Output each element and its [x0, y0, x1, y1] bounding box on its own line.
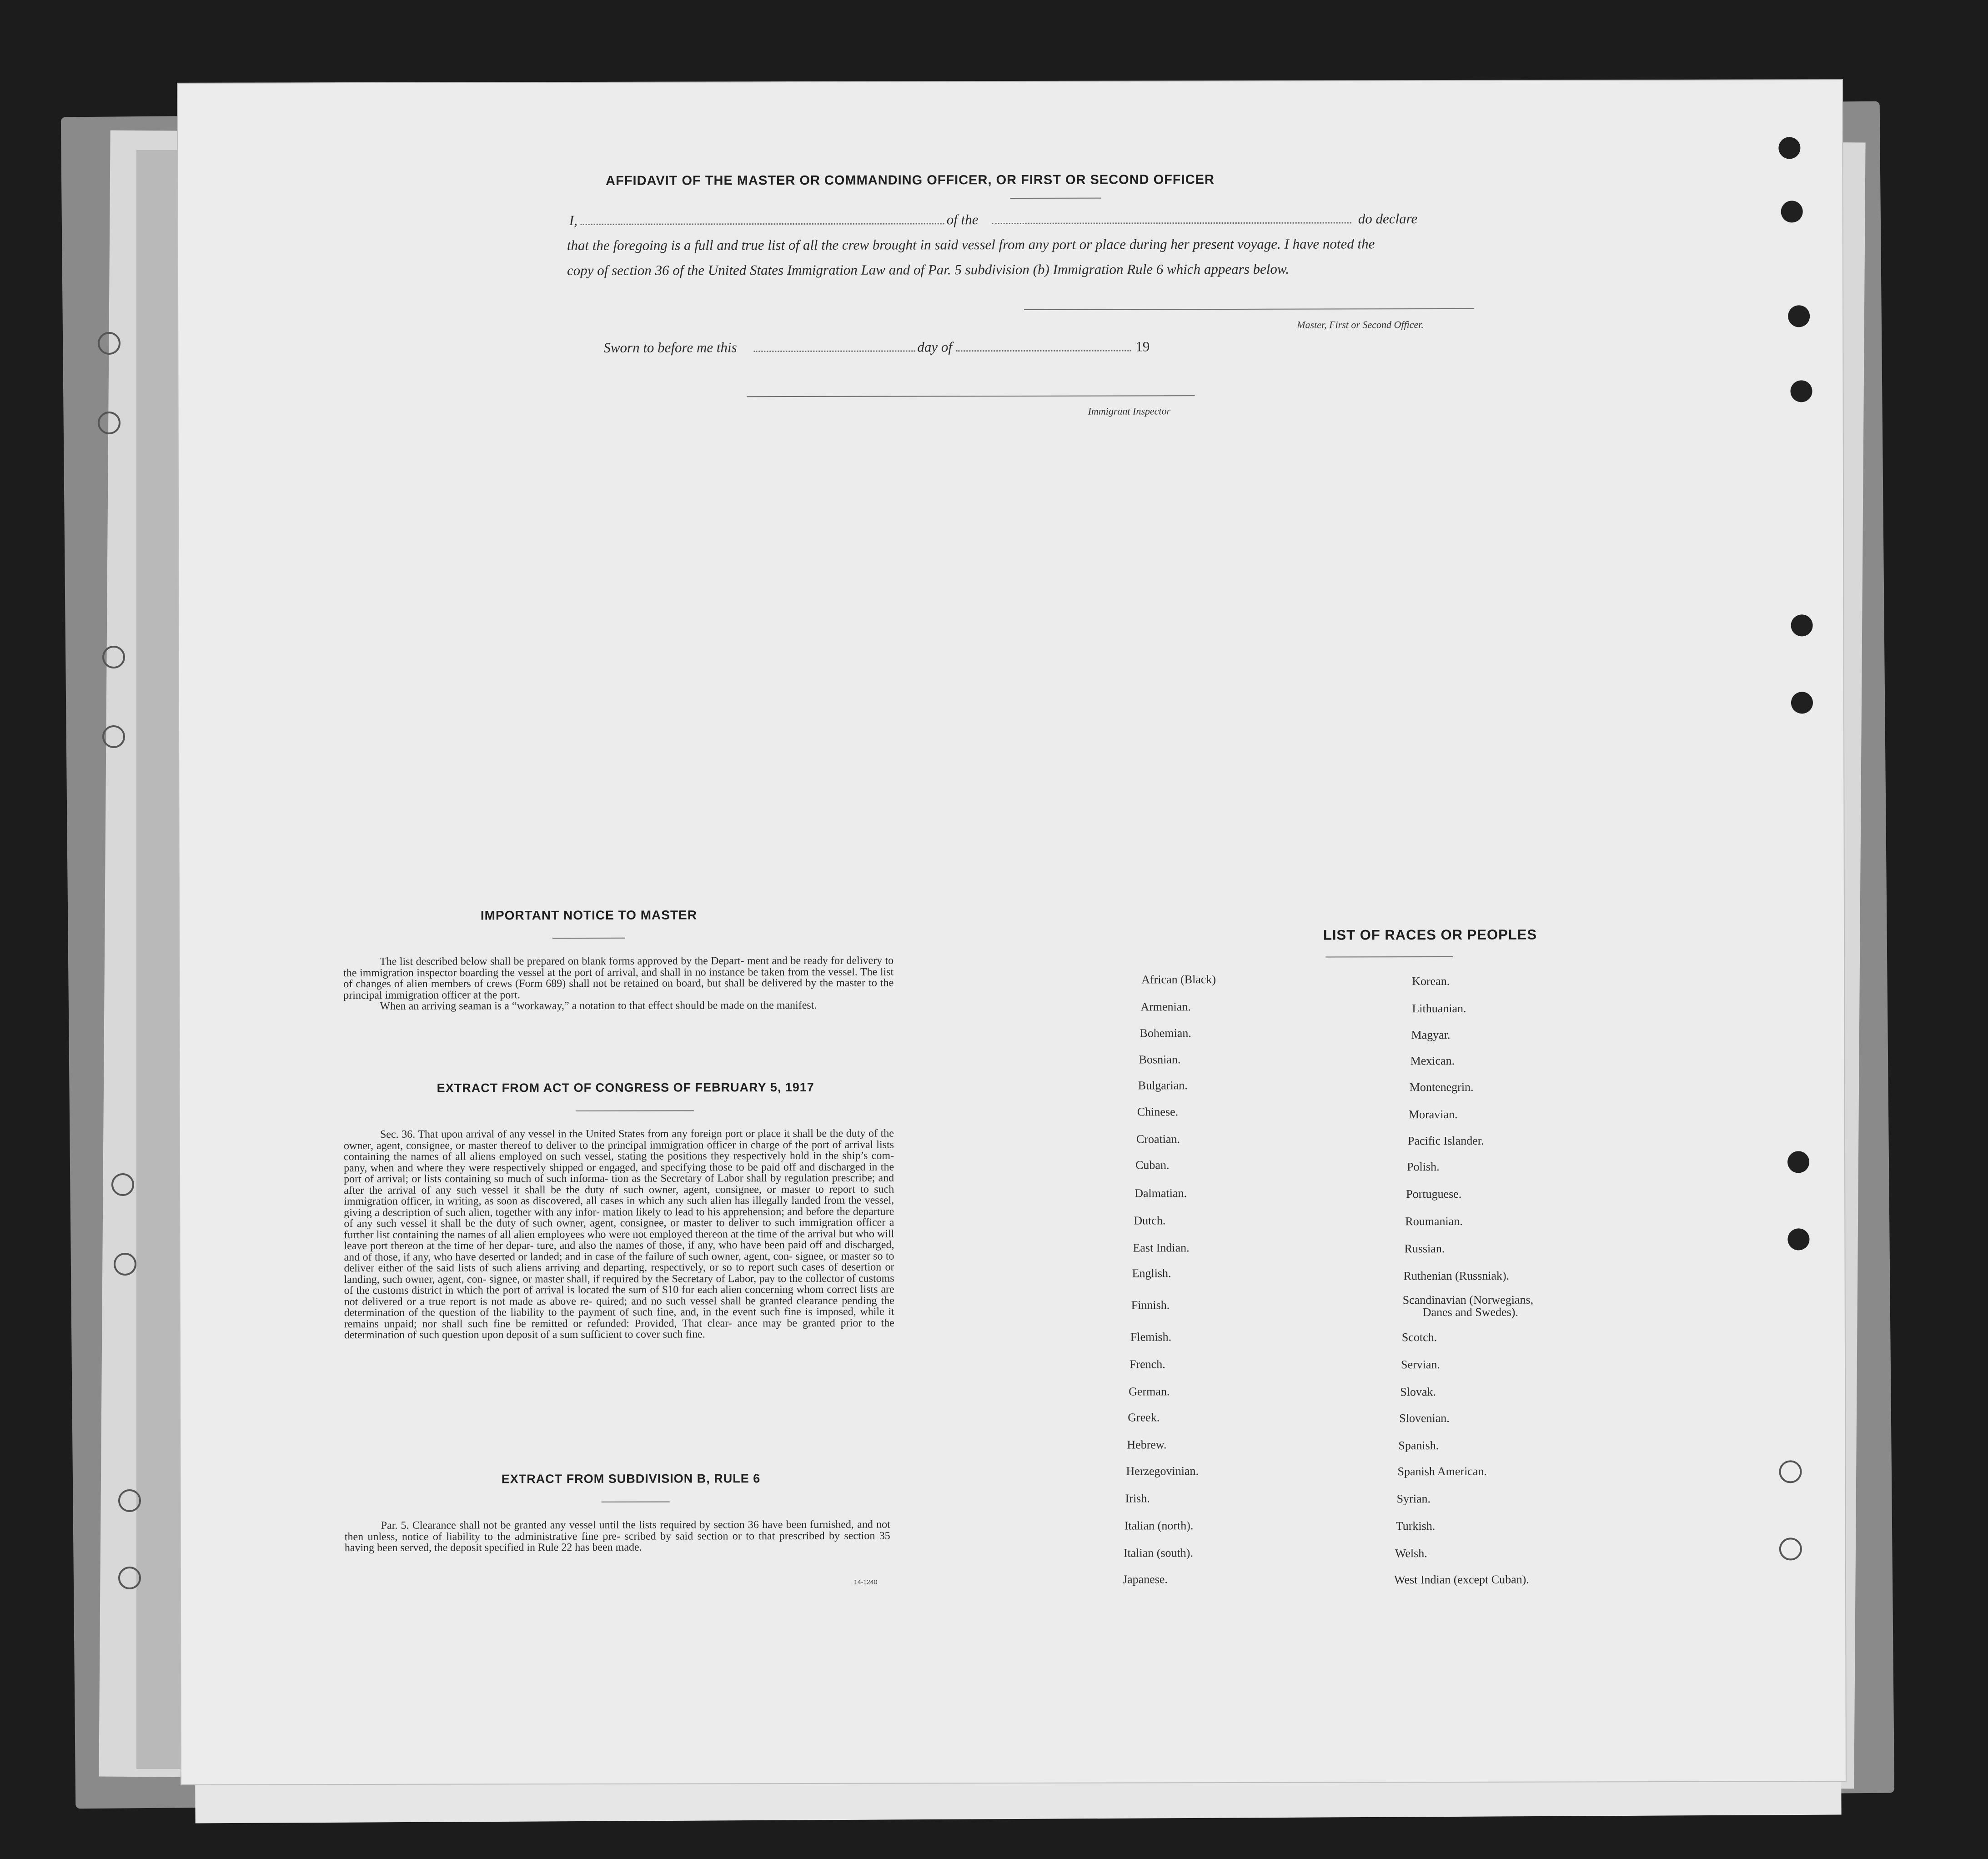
act-line: respectively, or so to report such cases of desertion or landing, such owner, agent, con- — [344, 1261, 894, 1286]
notice-line: ment and be ready for delivery to the immigration inspector boarding the vessel at the — [343, 955, 894, 979]
race-item: Magyar. — [1411, 1028, 1451, 1042]
race-item: Spanish. — [1398, 1439, 1439, 1452]
act-line: such vessel it shall be the duty of such owner, agent, consignee, or master to report to such — [456, 1183, 894, 1196]
race-item: Pacific Islander. — [1407, 1134, 1484, 1148]
race-item: Scotch. — [1401, 1331, 1437, 1344]
act-line: Sec. 36. That upon arrival of any vessel in the United States from any foreign port or — [380, 1128, 755, 1141]
master-signature-line — [1024, 308, 1474, 310]
race-item: African (Black) — [1141, 973, 1216, 986]
act-line: ance may be granted prior to the determination of such question upon deposit of a sum — [344, 1317, 894, 1341]
act-extract-text — [344, 1128, 894, 1341]
act-line: officer a further list containing the names of all alien employees who were not employed — [344, 1216, 894, 1241]
punch-hole-icon — [1779, 1537, 1802, 1560]
punch-hole-icon — [1787, 1228, 1809, 1250]
act-line: ture, and also the names of those, if any, who have been paid off and discharged, and of those, — [344, 1239, 894, 1263]
notice-line: by the master to the principal immigration officer at the port. — [343, 977, 894, 1001]
rule-line: have been furnished, and not then unless, notice of liability to the administrative fine pre- — [344, 1518, 890, 1543]
punch-hole-icon — [1790, 380, 1812, 402]
race-item: Finnish. — [1131, 1298, 1170, 1312]
master-signature-label: Master, First or Second Officer. — [1297, 319, 1424, 331]
race-item: Flemish. — [1130, 1330, 1172, 1344]
act-line: sufficient to cover such fine. — [581, 1328, 705, 1341]
punch-hole-icon — [1791, 692, 1813, 713]
race-item: Bosnian. — [1139, 1053, 1181, 1066]
race-item: East Indian. — [1133, 1241, 1190, 1255]
race-item: Roumanian. — [1405, 1214, 1463, 1228]
of-the-label: of the — [946, 211, 979, 228]
affidavit-title: AFFIDAVIT OF THE MASTER OR COMMANDING OFFICER, OR FIRST OR SECOND OFFICER — [606, 172, 1215, 188]
rule-line: Par. 5. Clearance shall not be granted any vessel until the lists required by section 36 — [381, 1519, 759, 1532]
punch-hole-icon — [102, 646, 125, 668]
act-line: signee, or master so to deliver either of the said lists of such aliens arriving and departing, — [344, 1250, 894, 1275]
race-item: Ruthenian (Russniak). — [1403, 1269, 1510, 1283]
race-item: Greek. — [1128, 1411, 1160, 1424]
punch-hole-icon — [1788, 305, 1810, 327]
race-item: Spanish American. — [1397, 1464, 1487, 1478]
act-line: quired; and no such vessel shall be granted clearance pending the determination of the — [344, 1295, 894, 1319]
race-item: Bulgarian. — [1138, 1079, 1188, 1092]
punch-hole-icon — [1778, 137, 1800, 159]
affidavit-line-3: copy of section 36 of the United States Immigration Law and of Par. 5 subdivision (b) Immigration Rule 6 which appears below. — [567, 261, 1290, 279]
notice-title: IMPORTANT NOTICE TO MASTER — [480, 908, 697, 923]
races-divider — [1325, 956, 1453, 958]
act-line: concerning whom correct lists are not delivered or a true report is not made as above re- — [344, 1283, 894, 1308]
punch-hole-icon — [98, 332, 120, 355]
race-item: Danes and Swedes). — [1422, 1305, 1518, 1319]
race-item: Scandinavian (Norwegians, — [1402, 1293, 1534, 1307]
do-declare-label: do declare — [1358, 211, 1418, 227]
notice-text — [343, 955, 894, 1012]
act-line: mation likely to lead to his apprehension; and before the departure of any such vessel it — [344, 1206, 894, 1230]
sworn-month-blank — [956, 350, 1131, 352]
punch-hole-icon — [1781, 201, 1803, 222]
race-item: Japanese. — [1122, 1573, 1168, 1586]
punch-hole-icon — [114, 1253, 136, 1276]
name-blank — [581, 223, 944, 225]
vessel-blank — [992, 222, 1351, 224]
punch-hole-icon — [1779, 1460, 1802, 1483]
races-title: LIST OF RACES OR PEOPLES — [1323, 926, 1537, 943]
rule-extract-text — [345, 1519, 890, 1554]
race-item: Dutch. — [1134, 1214, 1166, 1227]
race-item: Italian (north). — [1124, 1519, 1194, 1532]
race-item: Slovenian. — [1399, 1411, 1450, 1425]
race-item: Chinese. — [1137, 1105, 1179, 1119]
notice-line: port of arrival, and shall in no instance be taken from the vessel. The list of changes of — [343, 966, 894, 990]
race-item: Cuban. — [1135, 1158, 1170, 1172]
race-item: Montenegrin. — [1409, 1080, 1474, 1094]
race-item: Slovak. — [1400, 1385, 1436, 1399]
race-item: Armenian. — [1140, 1000, 1191, 1014]
sworn-label: Sworn to before me this — [603, 339, 737, 356]
race-item: Bohemian. — [1140, 1026, 1191, 1040]
act-line: pany, when and where they were respectively shipped or engaged, and specifying those to be — [344, 1161, 758, 1174]
act-extract-title: EXTRACT FROM ACT OF CONGRESS OF FEBRUARY 5, 1917 — [437, 1080, 814, 1095]
inspector-signature-line — [747, 395, 1195, 397]
notice-line: alien members of crews (Form 689) shall not be retained on board, but shall be delivered — [406, 977, 803, 990]
race-item: Syrian. — [1396, 1492, 1431, 1506]
notice-para-1 — [343, 955, 894, 1001]
act-line: illegally landed from the vessel, giving a description of such alien, together with any infor- — [344, 1194, 894, 1219]
rule-line: specified in Rule 22 has been made. — [484, 1541, 642, 1554]
punch-hole-icon — [1791, 614, 1813, 636]
act-line: signee, or master shall, if required by the Secretary of Labor, pay to the collector of customs — [489, 1272, 894, 1285]
race-item: Lithuanian. — [1412, 1001, 1466, 1015]
rule-line: scribed by said section or to that prescribed by section 35 having been served, the deposit — [344, 1530, 890, 1554]
race-item: Turkish. — [1396, 1519, 1436, 1533]
race-item: Moravian. — [1408, 1107, 1458, 1121]
act-line: aliens employed on such vessel, stating the positions they respectively hold in the ship’s com- — [470, 1150, 894, 1163]
i-label: I, — [569, 212, 577, 229]
race-item: Irish. — [1125, 1492, 1150, 1505]
act-line: question of the liability to the payment of such fine, and, in the event such fine is imposed, — [439, 1306, 856, 1319]
day-of-label: day of — [917, 339, 952, 355]
punch-hole-icon — [102, 725, 125, 748]
race-item: Italian (south). — [1123, 1546, 1193, 1560]
act-line: shall be the duty of such owner, agent, consignee, or master to deliver to such immigration — [441, 1216, 853, 1230]
act-line: while it remains unpaid; nor shall such fine be remitted or refunded: Provided, That clear- — [344, 1306, 894, 1330]
race-item: Croatian. — [1136, 1132, 1180, 1146]
title-divider — [1010, 198, 1101, 199]
act-line: if any, who have deserted or landed; and in case of the failure of such owner, agent, con- — [403, 1250, 793, 1263]
race-item: West Indian (except Cuban). — [1394, 1573, 1529, 1587]
race-item: Herzegovinian. — [1126, 1464, 1199, 1478]
notice-para-2 — [343, 1000, 894, 1012]
punch-hole-icon — [1787, 1151, 1809, 1173]
notice-line: on the manifest. — [747, 999, 817, 1012]
punch-hole-icon — [118, 1489, 141, 1512]
act-divider — [576, 1110, 694, 1111]
race-item: Mexican. — [1410, 1054, 1455, 1068]
act-line: principal immigration officer in charge of the port of arrival lists containing the names of all — [344, 1139, 894, 1163]
form-number: 14-1240 — [853, 1578, 878, 1586]
race-item: French. — [1129, 1357, 1165, 1371]
race-item: Dalmatian. — [1135, 1186, 1187, 1200]
act-line: paid off and discharged in the port of arrival; or lists containing so much of such informa- — [344, 1161, 894, 1186]
race-item: Russian. — [1404, 1242, 1445, 1256]
year-label: 19 — [1135, 338, 1150, 355]
act-line: tion as the Secretary of Labor shall by regulation prescribe; and after the arrival of any — [344, 1172, 894, 1196]
race-item: German. — [1129, 1385, 1170, 1398]
punch-hole-icon — [111, 1173, 134, 1196]
rule-extract-title: EXTRACT FROM SUBDIVISION B, RULE 6 — [501, 1472, 761, 1486]
punch-hole-icon — [98, 412, 120, 434]
punch-hole-icon — [118, 1567, 141, 1589]
race-item: Servian. — [1401, 1358, 1440, 1372]
inspector-signature-label: Immigrant Inspector — [1088, 405, 1171, 417]
notice-line: The list described below shall be prepared on blank forms approved by the Depart- — [380, 955, 744, 968]
race-item: English. — [1132, 1266, 1171, 1280]
act-line: place it shall be the duty of the owner, agent, consignee, or master thereof to deliver to the — [343, 1127, 894, 1152]
document-page — [178, 80, 1846, 1784]
act-line: thereon at the time of the arrival but who will leave port thereon at the time of her depar- — [344, 1228, 894, 1252]
notice-line: When an arriving seaman is a “workaway,” a notation to that effect should be made — [380, 1000, 744, 1012]
race-item: Hebrew. — [1127, 1438, 1167, 1452]
act-line: of the customs district in which the port of arrival is located the sum of $10 for each alien — [344, 1284, 742, 1297]
notice-divider — [552, 938, 625, 939]
race-item: Welsh. — [1395, 1547, 1427, 1560]
affidavit-line-2: that the foregoing is a full and true list of all the crew brought in said vessel from any port or place during her present voyage. I have noted the — [567, 236, 1375, 254]
race-item: Polish. — [1407, 1160, 1440, 1174]
race-item: Portuguese. — [1406, 1187, 1462, 1201]
race-item: Korean. — [1412, 974, 1450, 988]
act-line: immigration officer, in writing, as soon as discovered, all cases in which any such alien has — [344, 1195, 749, 1208]
sworn-day-blank — [753, 350, 915, 352]
